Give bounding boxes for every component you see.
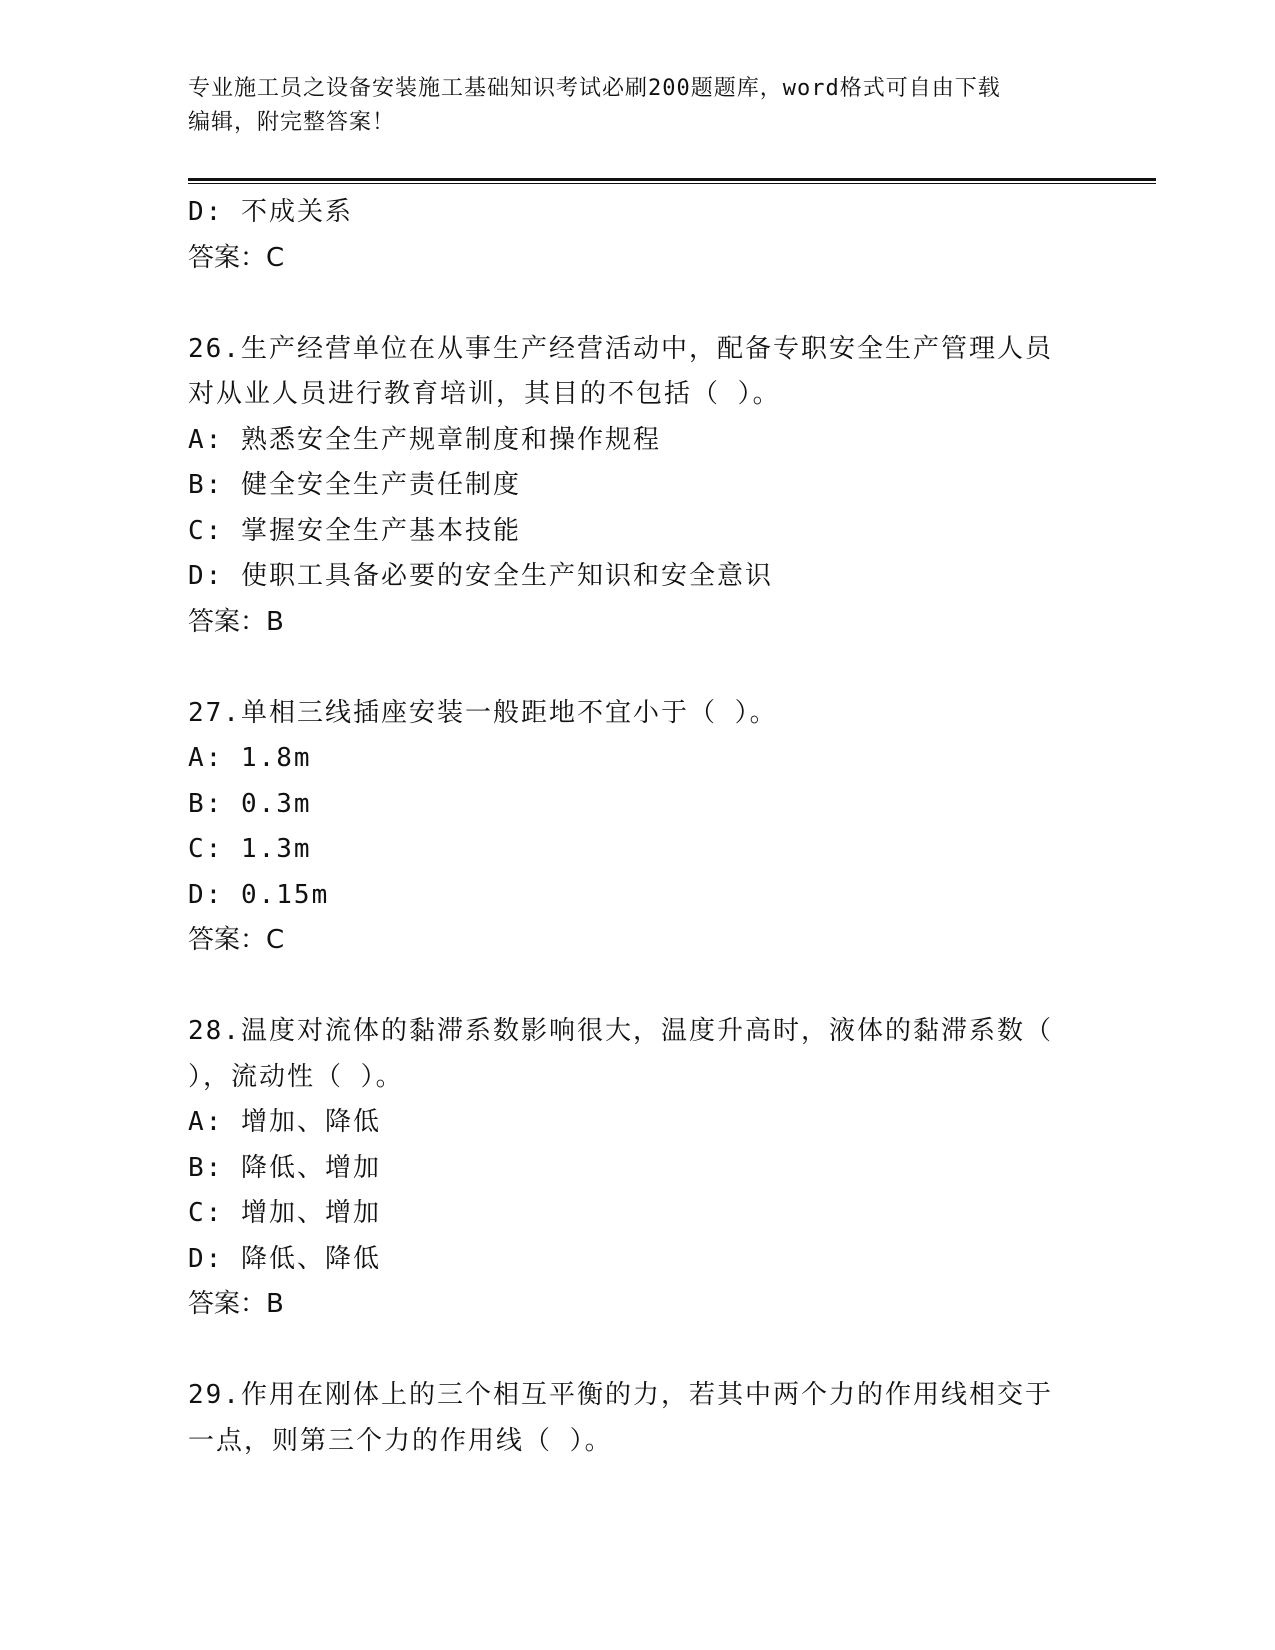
answer-line: 答案：B xyxy=(188,1289,284,1319)
spacer xyxy=(188,281,1088,327)
option-c: C: 掌握安全生产基本技能 xyxy=(188,515,521,546)
option-d: D: 使职工具备必要的安全生产知识和安全意识 xyxy=(188,561,773,591)
question-29 xyxy=(188,1373,1088,1464)
option-d: D: 0.15m xyxy=(188,879,330,910)
question-stem-continued: 对从业人员进行教育培训，其目的不包括（ ）。 xyxy=(188,379,781,409)
question-stem-continued: ），流动性（ ）。 xyxy=(188,1061,404,1092)
spacer xyxy=(188,1328,1088,1374)
question-stem-continued: 一点，则第三个力的作用线（ ）。 xyxy=(188,1425,613,1456)
option-b: B: 降低、增加 xyxy=(188,1152,381,1183)
option-b: B: 健全安全生产责任制度 xyxy=(188,470,521,500)
header-divider-thin xyxy=(188,183,1156,184)
option-a: A: 熟悉安全生产规章制度和操作规程 xyxy=(188,424,661,455)
header-divider-thick xyxy=(188,178,1156,181)
question-stem: 28.温度对流体的黏滞系数影响很大，温度升高时，液体的黏滞系数（ xyxy=(188,1016,1053,1046)
header-title-line-2: 编辑，附完整答案！ xyxy=(188,110,396,135)
option-b: B: 0.3m xyxy=(188,788,312,819)
question-25-tail xyxy=(188,190,1088,281)
answer-line: 答案：C xyxy=(188,925,285,955)
question-list xyxy=(188,190,1088,1464)
header-title-line-1: 专业施工员之设备安装施工基础知识考试必刷200题题库，word格式可自由下载 xyxy=(188,76,1001,101)
option-d: D: 降低、降低 xyxy=(188,1243,381,1274)
option-c: C: 增加、增加 xyxy=(188,1198,381,1228)
option-d: D: 不成关系 xyxy=(188,197,353,227)
option-a: A: 1.8m xyxy=(188,743,312,773)
page-header xyxy=(188,72,1088,140)
answer-line: 答案：C xyxy=(188,242,285,273)
option-a: A: 增加、降低 xyxy=(188,1107,381,1137)
question-stem: 29.作用在刚体上的三个相互平衡的力，若其中两个力的作用线相交于 xyxy=(188,1380,1053,1410)
question-28 xyxy=(188,1009,1088,1328)
question-stem: 26.生产经营单位在从事生产经营活动中，配备专职安全生产管理人员 xyxy=(188,333,1053,364)
spacer xyxy=(188,645,1088,691)
question-27 xyxy=(188,691,1088,964)
question-stem: 27.单相三线插座安装一般距地不宜小于（ ）。 xyxy=(188,697,778,728)
question-26 xyxy=(188,327,1088,646)
option-c: C: 1.3m xyxy=(188,834,312,864)
answer-line: 答案：B xyxy=(188,606,284,637)
spacer xyxy=(188,964,1088,1010)
